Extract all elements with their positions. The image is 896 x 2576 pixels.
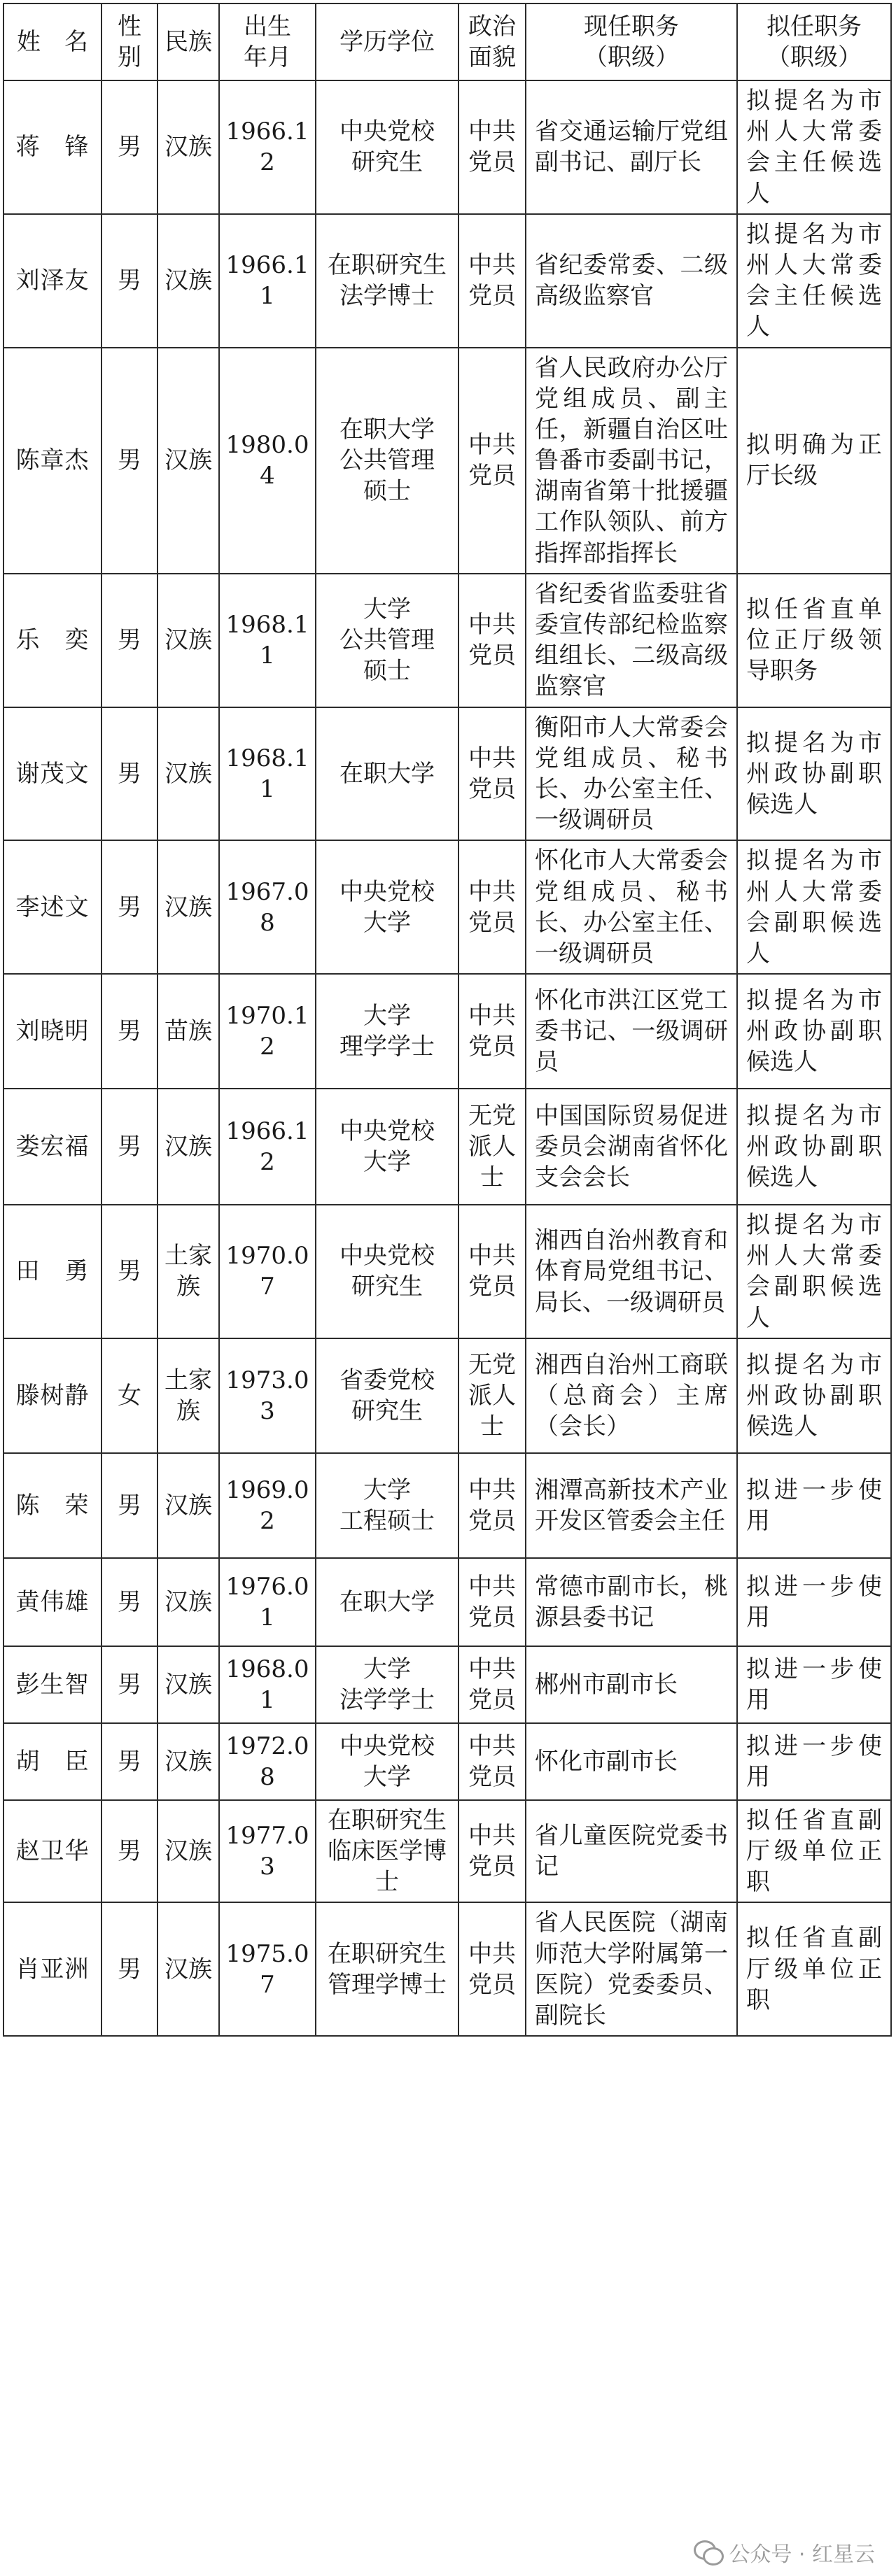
cell-current-post: 省交通运输厅党组副书记、副厅长 (526, 80, 737, 214)
cell-ethnicity: 汉族 (158, 1902, 219, 2036)
table-row (4, 1902, 891, 2036)
cell-gender: 男 (102, 1723, 158, 1800)
cell-political: 中共 党员 (458, 1453, 526, 1558)
cell-education: 在职大学 公共管理 硕士 (316, 348, 458, 574)
cell-education: 大学 法学学士 (316, 1646, 458, 1723)
cell-proposed-post: 拟提名为市州人大常委会副职候选人 (737, 1205, 891, 1338)
cell-name: 陈 荣 (4, 1453, 102, 1558)
cell-proposed-post: 拟任省直副厅级单位正职 (737, 1800, 891, 1903)
cell-proposed-post: 拟提名为市州政协副职候选人 (737, 707, 891, 841)
cell-education: 大学 公共管理 硕士 (316, 574, 458, 707)
cell-proposed-post: 拟提名为市州政协副职候选人 (737, 1338, 891, 1453)
cell-name: 胡 臣 (4, 1723, 102, 1800)
header-education: 学历学位 (316, 3, 458, 80)
cell-current-post: 怀化市副市长 (526, 1723, 737, 1800)
cell-proposed-post: 拟进一步使用 (737, 1723, 891, 1800)
cell-education: 大学 工程硕士 (316, 1453, 458, 1558)
cell-gender: 男 (102, 348, 158, 574)
cell-gender: 男 (102, 1089, 158, 1205)
cell-current-post: 省纪委省监委驻省委宣传部纪检监察组组长、二级高级监察官 (526, 574, 737, 707)
cell-gender: 男 (102, 574, 158, 707)
cell-current-post: 郴州市副市长 (526, 1646, 737, 1723)
header-proposed-post: 拟任职务 （职级） (737, 3, 891, 80)
cell-proposed-post: 拟进一步使用 (737, 1558, 891, 1646)
cell-ethnicity: 汉族 (158, 707, 219, 841)
cell-ethnicity: 汉族 (158, 1558, 219, 1646)
cell-name: 彭生智 (4, 1646, 102, 1723)
cadre-roster-table (3, 3, 892, 2037)
table-row (4, 214, 891, 348)
cell-proposed-post: 拟提名为市州政协副职候选人 (737, 1089, 891, 1205)
cell-current-post: 省人民医院（湖南师范大学附属第一医院）党委委员、副院长 (526, 1902, 737, 2036)
cell-birth: 1976.01 (219, 1558, 316, 1646)
cell-birth: 1980.04 (219, 348, 316, 574)
cell-birth: 1968.01 (219, 1646, 316, 1723)
table-row (4, 1723, 891, 1800)
cell-political: 中共 党员 (458, 707, 526, 841)
cell-ethnicity: 汉族 (158, 840, 219, 974)
cell-ethnicity: 汉族 (158, 1646, 219, 1723)
cell-name: 娄宏福 (4, 1089, 102, 1205)
table-row (4, 1338, 891, 1453)
header-political: 政治 面貌 (458, 3, 526, 80)
cell-education: 中央党校 研究生 (316, 80, 458, 214)
cell-birth: 1968.11 (219, 707, 316, 841)
cell-birth: 1966.12 (219, 1089, 316, 1205)
cell-birth: 1966.12 (219, 80, 316, 214)
cell-education: 在职大学 (316, 707, 458, 841)
cell-name: 乐 奕 (4, 574, 102, 707)
cell-current-post: 湘潭高新技术产业开发区管委会主任 (526, 1453, 737, 1558)
cell-education: 中央党校 大学 (316, 840, 458, 974)
cell-current-post: 湘西自治州工商联（总商会）主席（会长） (526, 1338, 737, 1453)
cell-education: 在职研究生 临床医学博 士 (316, 1800, 458, 1903)
cell-current-post: 怀化市人大常委会党组成员、秘书长、办公室主任、一级调研员 (526, 840, 737, 974)
cell-political: 中共 党员 (458, 1205, 526, 1338)
cell-gender: 男 (102, 1205, 158, 1338)
cell-proposed-post: 拟进一步使用 (737, 1646, 891, 1723)
cell-name: 赵卫华 (4, 1800, 102, 1903)
cell-ethnicity: 汉族 (158, 1800, 219, 1903)
cell-education: 省委党校 研究生 (316, 1338, 458, 1453)
cell-name: 刘晓明 (4, 974, 102, 1089)
cell-education: 在职研究生 法学博士 (316, 214, 458, 348)
cell-birth: 1966.11 (219, 214, 316, 348)
cell-gender: 男 (102, 1800, 158, 1903)
header-birth: 出生 年月 (219, 3, 316, 80)
cell-education: 中央党校 研究生 (316, 1205, 458, 1338)
cell-proposed-post: 拟任省直单位正厅级领导职务 (737, 574, 891, 707)
cell-current-post: 中国国际贸易促进委员会湖南省怀化支会会长 (526, 1089, 737, 1205)
cell-birth: 1970.12 (219, 974, 316, 1089)
watermark-text: 公众号 · 红星云 (729, 2542, 875, 2567)
cell-proposed-post: 拟提名为市州政协副职候选人 (737, 974, 891, 1089)
cell-birth: 1970.07 (219, 1205, 316, 1338)
cell-ethnicity: 汉族 (158, 1089, 219, 1205)
cell-ethnicity: 土家 族 (158, 1205, 219, 1338)
table-row (4, 974, 891, 1089)
cell-gender: 男 (102, 80, 158, 214)
table-row (4, 1453, 891, 1558)
cell-political: 中共 党员 (458, 1558, 526, 1646)
cell-proposed-post: 拟任省直副厅级单位正职 (737, 1902, 891, 2036)
cell-name: 刘泽友 (4, 214, 102, 348)
cell-political: 中共 党员 (458, 1800, 526, 1903)
cell-political: 中共 党员 (458, 840, 526, 974)
table-row (4, 574, 891, 707)
cell-gender: 男 (102, 1902, 158, 2036)
cell-political: 无党 派人 士 (458, 1089, 526, 1205)
cell-political: 中共 党员 (458, 1902, 526, 2036)
cell-name: 蒋 锋 (4, 80, 102, 214)
cell-name: 谢茂文 (4, 707, 102, 841)
cell-ethnicity: 汉族 (158, 1723, 219, 1800)
cell-birth: 1972.08 (219, 1723, 316, 1800)
cell-education: 大学 理学学士 (316, 974, 458, 1089)
table-body (4, 80, 891, 2036)
cell-ethnicity: 汉族 (158, 1453, 219, 1558)
cell-proposed-post: 拟提名为市州人大常委会主任候选人 (737, 80, 891, 214)
cell-ethnicity: 汉族 (158, 214, 219, 348)
cell-proposed-post: 拟提名为市州人大常委会主任候选人 (737, 214, 891, 348)
cell-birth: 1968.11 (219, 574, 316, 707)
cell-political: 中共 党员 (458, 348, 526, 574)
cell-current-post: 湘西自治州教育和体育局党组书记、局长、一级调研员 (526, 1205, 737, 1338)
cell-proposed-post: 拟提名为市州人大常委会副职候选人 (737, 840, 891, 974)
header-current-post: 现任职务 （职级） (526, 3, 737, 80)
header-row (4, 3, 891, 80)
cell-birth: 1967.08 (219, 840, 316, 974)
cell-name: 滕树静 (4, 1338, 102, 1453)
cell-political: 中共 党员 (458, 574, 526, 707)
cell-political: 中共 党员 (458, 80, 526, 214)
cell-proposed-post: 拟进一步使用 (737, 1453, 891, 1558)
table-header (4, 3, 891, 80)
cell-gender: 男 (102, 707, 158, 841)
table-row (4, 80, 891, 214)
table-row (4, 840, 891, 974)
cell-gender: 男 (102, 1558, 158, 1646)
cell-education: 在职研究生 管理学博士 (316, 1902, 458, 2036)
cell-current-post: 衡阳市人大常委会党组成员、秘书长、办公室主任、一级调研员 (526, 707, 737, 841)
cell-birth: 1969.02 (219, 1453, 316, 1558)
cell-political: 中共 党员 (458, 974, 526, 1089)
header-name: 姓 名 (4, 3, 102, 80)
cell-ethnicity: 汉族 (158, 574, 219, 707)
cell-gender: 男 (102, 974, 158, 1089)
cell-education: 在职大学 (316, 1558, 458, 1646)
table-row (4, 1558, 891, 1646)
cell-ethnicity: 汉族 (158, 348, 219, 574)
cell-current-post: 常德市副市长，桃源县委书记 (526, 1558, 737, 1646)
cell-current-post: 省纪委常委、二级高级监察官 (526, 214, 737, 348)
cell-name: 黄伟雄 (4, 1558, 102, 1646)
cell-political: 中共 党员 (458, 1723, 526, 1800)
cell-ethnicity: 土家 族 (158, 1338, 219, 1453)
cell-birth: 1977.03 (219, 1800, 316, 1903)
cell-current-post: 怀化市洪江区党工委书记、一级调研员 (526, 974, 737, 1089)
watermark (690, 2535, 879, 2569)
cell-gender: 男 (102, 840, 158, 974)
header-gender: 性别 (102, 3, 158, 80)
cell-gender: 男 (102, 1453, 158, 1558)
header-ethnicity: 民族 (158, 3, 219, 80)
cell-education: 中央党校 大学 (316, 1723, 458, 1800)
cell-political: 无党 派人 士 (458, 1338, 526, 1453)
cell-current-post: 省人民政府办公厅党组成员、副主任，新疆自治区吐鲁番市委副书记，湖南省第十批援疆工作队领队、前方指挥部指挥长 (526, 348, 737, 574)
table-row (4, 348, 891, 574)
cell-education: 中央党校 大学 (316, 1089, 458, 1205)
cell-birth: 1975.07 (219, 1902, 316, 2036)
cell-ethnicity: 汉族 (158, 80, 219, 214)
cell-name: 肖亚洲 (4, 1902, 102, 2036)
cell-ethnicity: 苗族 (158, 974, 219, 1089)
cell-gender: 男 (102, 1646, 158, 1723)
cell-name: 田 勇 (4, 1205, 102, 1338)
cell-gender: 男 (102, 214, 158, 348)
cell-name: 陈章杰 (4, 348, 102, 574)
cell-proposed-post: 拟明确为正厅长级 (737, 348, 891, 574)
cell-gender: 女 (102, 1338, 158, 1453)
cell-political: 中共 党员 (458, 214, 526, 348)
table-row (4, 707, 891, 841)
cell-political: 中共 党员 (458, 1646, 526, 1723)
table-row (4, 1646, 891, 1723)
table-row (4, 1205, 891, 1338)
cell-current-post: 省儿童医院党委书记 (526, 1800, 737, 1903)
cell-name: 李述文 (4, 840, 102, 974)
cell-birth: 1973.03 (219, 1338, 316, 1453)
wechat-icon (694, 2540, 722, 2564)
table-row (4, 1800, 891, 1903)
table-row (4, 1089, 891, 1205)
